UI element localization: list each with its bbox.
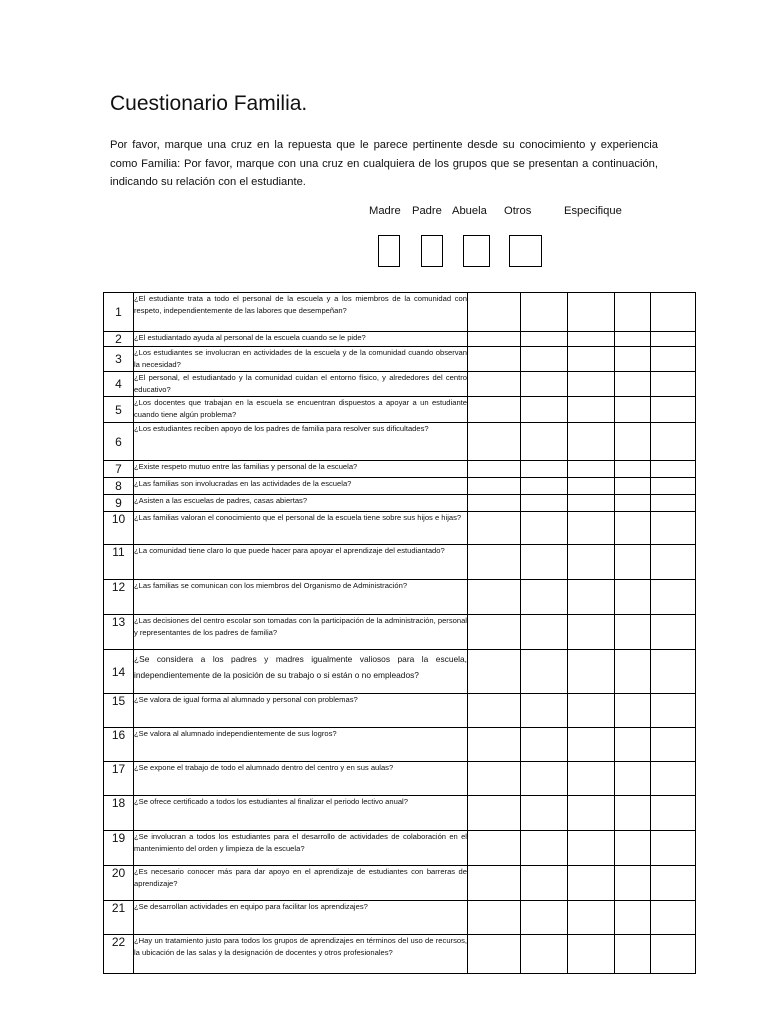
label-abuela: Abuela xyxy=(452,205,487,217)
answer-cell[interactable] xyxy=(568,935,615,974)
answer-cell[interactable] xyxy=(651,347,696,372)
question-row xyxy=(104,866,696,901)
question-row xyxy=(104,694,696,728)
answer-cell[interactable] xyxy=(615,901,651,935)
answer-cell[interactable] xyxy=(615,935,651,974)
answer-cell[interactable] xyxy=(521,495,568,512)
answer-cell[interactable] xyxy=(521,332,568,347)
question-row xyxy=(104,478,696,495)
answer-cell[interactable] xyxy=(521,478,568,495)
question-row xyxy=(104,397,696,423)
answer-cell[interactable] xyxy=(615,461,651,478)
answer-cell[interactable] xyxy=(568,615,615,650)
answer-cell[interactable] xyxy=(615,831,651,866)
question-text: ¿Se ofrece certificado a todos los estudiantes al finalizar el periodo lectivo anual? xyxy=(134,796,468,831)
question-number: 17 xyxy=(104,762,134,796)
question-row xyxy=(104,423,696,461)
answer-cell[interactable] xyxy=(568,512,615,545)
question-row xyxy=(104,332,696,347)
question-text: ¿Las familias se comunican con los miembros del Organismo de Administración? xyxy=(134,580,468,615)
question-text: ¿El estudiantado ayuda al personal de la escuela cuando se le pide? xyxy=(134,332,468,347)
answer-cell[interactable] xyxy=(615,615,651,650)
questionnaire-table xyxy=(103,292,696,974)
answer-cell[interactable] xyxy=(568,478,615,495)
question-text: ¿Es necesario conocer más para dar apoyo en el aprendizaje de estudiantes con barreras de aprendizaje? xyxy=(134,866,468,901)
answer-cell[interactable] xyxy=(615,796,651,831)
question-text: ¿Las decisiones del centro escolar son tomadas con la participación de la administración, personal y representantes de los padres de familia? xyxy=(134,615,468,650)
answer-cell[interactable] xyxy=(521,694,568,728)
answer-cell[interactable] xyxy=(468,762,521,796)
label-otros: Otros xyxy=(504,205,532,217)
answer-cell[interactable] xyxy=(615,866,651,901)
question-text: ¿Hay un tratamiento justo para todos los grupos de aprendizajes en términos del uso de recursos, la ubicación de las salas y la designación de docentes y otros profesionales? xyxy=(134,935,468,974)
question-number: 7 xyxy=(104,461,134,478)
question-row xyxy=(104,831,696,866)
question-number: 14 xyxy=(104,650,134,694)
answer-cell[interactable] xyxy=(468,478,521,495)
answer-cell[interactable] xyxy=(615,478,651,495)
answer-cell[interactable] xyxy=(468,866,521,901)
answer-cell[interactable] xyxy=(615,347,651,372)
answer-cell[interactable] xyxy=(568,332,615,347)
question-number: 22 xyxy=(104,935,134,974)
question-text: ¿Se desarrollan actividades en equipo para facilitar los aprendizajes? xyxy=(134,901,468,935)
question-row xyxy=(104,615,696,650)
question-number: 5 xyxy=(104,397,134,423)
document-title: Cuestionario Familia. xyxy=(110,92,308,115)
answer-cell[interactable] xyxy=(651,728,696,762)
question-text: ¿Se involucran a todos los estudiantes para el desarrollo de actividades de colaboración en el mantenimiento del orden y limpieza de la escuela? xyxy=(134,831,468,866)
question-row xyxy=(104,901,696,935)
question-row xyxy=(104,347,696,372)
question-number: 16 xyxy=(104,728,134,762)
question-row xyxy=(104,293,696,332)
question-row xyxy=(104,580,696,615)
question-text: ¿La comunidad tiene claro lo que puede hacer para apoyar el aprendizaje del estudiantado? xyxy=(134,545,468,580)
answer-cell[interactable] xyxy=(651,461,696,478)
answer-cell[interactable] xyxy=(651,332,696,347)
answer-cell[interactable] xyxy=(468,512,521,545)
answer-cell[interactable] xyxy=(468,650,521,694)
answer-cell[interactable] xyxy=(521,728,568,762)
answer-cell[interactable] xyxy=(468,293,521,332)
answer-cell[interactable] xyxy=(521,831,568,866)
question-text: ¿Las familias son involucradas en las actividades de la escuela? xyxy=(134,478,468,495)
question-number: 11 xyxy=(104,545,134,580)
answer-cell[interactable] xyxy=(521,901,568,935)
question-number: 21 xyxy=(104,901,134,935)
question-number: 19 xyxy=(104,831,134,866)
question-number: 1 xyxy=(104,293,134,332)
answer-cell[interactable] xyxy=(521,461,568,478)
question-text: ¿Los docentes que trabajan en la escuela se encuentran dispuestos a apoyar a un estudiante cuando tiene algún problema? xyxy=(134,397,468,423)
question-number: 4 xyxy=(104,372,134,397)
answer-cell[interactable] xyxy=(568,347,615,372)
answer-cell[interactable] xyxy=(615,495,651,512)
answer-cell[interactable] xyxy=(568,461,615,478)
answer-cell[interactable] xyxy=(468,694,521,728)
question-row xyxy=(104,495,696,512)
answer-cell[interactable] xyxy=(468,728,521,762)
question-row xyxy=(104,372,696,397)
answer-cell[interactable] xyxy=(521,512,568,545)
answer-cell[interactable] xyxy=(615,423,651,461)
answer-cell[interactable] xyxy=(521,762,568,796)
answer-cell[interactable] xyxy=(615,512,651,545)
checkbox-otros[interactable] xyxy=(509,235,542,267)
answer-cell[interactable] xyxy=(568,762,615,796)
answer-cell[interactable] xyxy=(521,347,568,372)
label-madre: Madre xyxy=(369,205,401,217)
answer-cell[interactable] xyxy=(468,397,521,423)
relation-labels xyxy=(0,205,768,219)
answer-cell[interactable] xyxy=(615,580,651,615)
answer-cell[interactable] xyxy=(521,423,568,461)
checkbox-padre[interactable] xyxy=(421,235,443,267)
question-number: 18 xyxy=(104,796,134,831)
answer-cell[interactable] xyxy=(468,332,521,347)
answer-cell[interactable] xyxy=(568,372,615,397)
answer-cell[interactable] xyxy=(521,935,568,974)
question-number: 3 xyxy=(104,347,134,372)
answer-cell[interactable] xyxy=(651,901,696,935)
answer-cell[interactable] xyxy=(468,796,521,831)
question-number: 12 xyxy=(104,580,134,615)
checkbox-madre[interactable] xyxy=(378,235,400,267)
question-number: 10 xyxy=(104,512,134,545)
answer-cell[interactable] xyxy=(651,545,696,580)
answer-cell[interactable] xyxy=(521,397,568,423)
answer-cell[interactable] xyxy=(568,728,615,762)
answer-cell[interactable] xyxy=(468,901,521,935)
answer-cell[interactable] xyxy=(615,762,651,796)
answer-cell[interactable] xyxy=(651,762,696,796)
answer-cell[interactable] xyxy=(651,478,696,495)
answer-cell[interactable] xyxy=(568,866,615,901)
question-number: 2 xyxy=(104,332,134,347)
answer-cell[interactable] xyxy=(568,397,615,423)
answer-cell[interactable] xyxy=(521,580,568,615)
answer-cell[interactable] xyxy=(651,935,696,974)
answer-cell[interactable] xyxy=(615,332,651,347)
question-row xyxy=(104,512,696,545)
answer-cell[interactable] xyxy=(468,423,521,461)
answer-cell[interactable] xyxy=(615,372,651,397)
answer-cell[interactable] xyxy=(521,615,568,650)
question-text: ¿Existe respeto mutuo entre las familias y personal de la escuela? xyxy=(134,461,468,478)
answer-cell[interactable] xyxy=(615,545,651,580)
question-number: 6 xyxy=(104,423,134,461)
answer-cell[interactable] xyxy=(651,495,696,512)
answer-cell[interactable] xyxy=(651,694,696,728)
question-text: ¿Las familias valoran el conocimiento que el personal de la escuela tiene sobre sus hijos e hijas? xyxy=(134,512,468,545)
answer-cell[interactable] xyxy=(568,580,615,615)
question-text: ¿Se valora de igual forma al alumnado y personal con problemas? xyxy=(134,694,468,728)
answer-cell[interactable] xyxy=(651,650,696,694)
answer-cell[interactable] xyxy=(568,650,615,694)
checkbox-abuela[interactable] xyxy=(463,235,490,267)
answer-cell[interactable] xyxy=(521,796,568,831)
label-especifique: Especifique xyxy=(564,205,622,217)
question-number: 8 xyxy=(104,478,134,495)
question-row xyxy=(104,762,696,796)
question-text: ¿Asisten a las escuelas de padres, casas abiertas? xyxy=(134,495,468,512)
answer-cell[interactable] xyxy=(521,372,568,397)
answer-cell[interactable] xyxy=(468,935,521,974)
question-text: ¿Se considera a los padres y madres igualmente valiosos para la escuela, independientemente de la posición de su trabajo o si están o no empleados? xyxy=(134,650,468,694)
answer-cell[interactable] xyxy=(568,423,615,461)
question-number: 13 xyxy=(104,615,134,650)
answer-cell[interactable] xyxy=(615,694,651,728)
question-number: 9 xyxy=(104,495,134,512)
answer-cell[interactable] xyxy=(468,615,521,650)
answer-cell[interactable] xyxy=(468,580,521,615)
question-text: ¿Los estudiantes se involucran en actividades de la escuela y de la comunidad cuando observan la necesidad? xyxy=(134,347,468,372)
answer-cell[interactable] xyxy=(615,650,651,694)
answer-cell[interactable] xyxy=(651,372,696,397)
answer-cell[interactable] xyxy=(615,397,651,423)
answer-cell[interactable] xyxy=(651,512,696,545)
answer-cell[interactable] xyxy=(651,796,696,831)
answer-cell[interactable] xyxy=(468,347,521,372)
answer-cell[interactable] xyxy=(468,372,521,397)
answer-cell[interactable] xyxy=(651,293,696,332)
question-row xyxy=(104,650,696,694)
answer-cell[interactable] xyxy=(651,580,696,615)
answer-cell[interactable] xyxy=(651,423,696,461)
answer-cell[interactable] xyxy=(615,293,651,332)
answer-cell[interactable] xyxy=(521,545,568,580)
answer-cell[interactable] xyxy=(651,866,696,901)
question-text: ¿Se valora al alumnado independientemente de sus logros? xyxy=(134,728,468,762)
answer-cell[interactable] xyxy=(468,461,521,478)
question-number: 15 xyxy=(104,694,134,728)
answer-cell[interactable] xyxy=(568,545,615,580)
question-text: ¿El estudiante trata a todo el personal de la escuela y a los miembros de la comunidad con respeto, independientemente de las labores que desempeñan? xyxy=(134,293,468,332)
label-padre: Padre xyxy=(412,205,442,217)
question-row xyxy=(104,935,696,974)
question-text: ¿Los estudiantes reciben apoyo de los padres de familia para resolver sus dificultades? xyxy=(134,423,468,461)
question-row xyxy=(104,796,696,831)
answer-cell[interactable] xyxy=(521,293,568,332)
answer-cell[interactable] xyxy=(651,831,696,866)
question-row xyxy=(104,728,696,762)
question-row xyxy=(104,461,696,478)
answer-cell[interactable] xyxy=(568,796,615,831)
answer-cell[interactable] xyxy=(651,615,696,650)
answer-cell[interactable] xyxy=(568,831,615,866)
question-row xyxy=(104,545,696,580)
question-text: ¿Se expone el trabajo de todo el alumnado dentro del centro y en sus aulas? xyxy=(134,762,468,796)
answer-cell[interactable] xyxy=(521,866,568,901)
question-text: ¿El personal, el estudiantado y la comunidad cuidan el entorno físico, y alrededores del centro educativo? xyxy=(134,372,468,397)
answer-cell[interactable] xyxy=(651,397,696,423)
question-number: 20 xyxy=(104,866,134,901)
answer-cell[interactable] xyxy=(468,495,521,512)
answer-cell[interactable] xyxy=(568,495,615,512)
answer-cell[interactable] xyxy=(615,728,651,762)
answer-cell[interactable] xyxy=(468,545,521,580)
answer-cell[interactable] xyxy=(568,293,615,332)
answer-cell[interactable] xyxy=(568,901,615,935)
answer-cell[interactable] xyxy=(521,650,568,694)
answer-cell[interactable] xyxy=(468,831,521,866)
instructions-paragraph: Por favor, marque una cruz en la repuesta que le parece pertinente desde su conocimiento y experiencia como Familia: Por favor, marque con una cruz en cualquiera de los grupos que se presentan a continuación, indicando su relación con el estudiante. xyxy=(110,139,658,188)
answer-cell[interactable] xyxy=(568,694,615,728)
